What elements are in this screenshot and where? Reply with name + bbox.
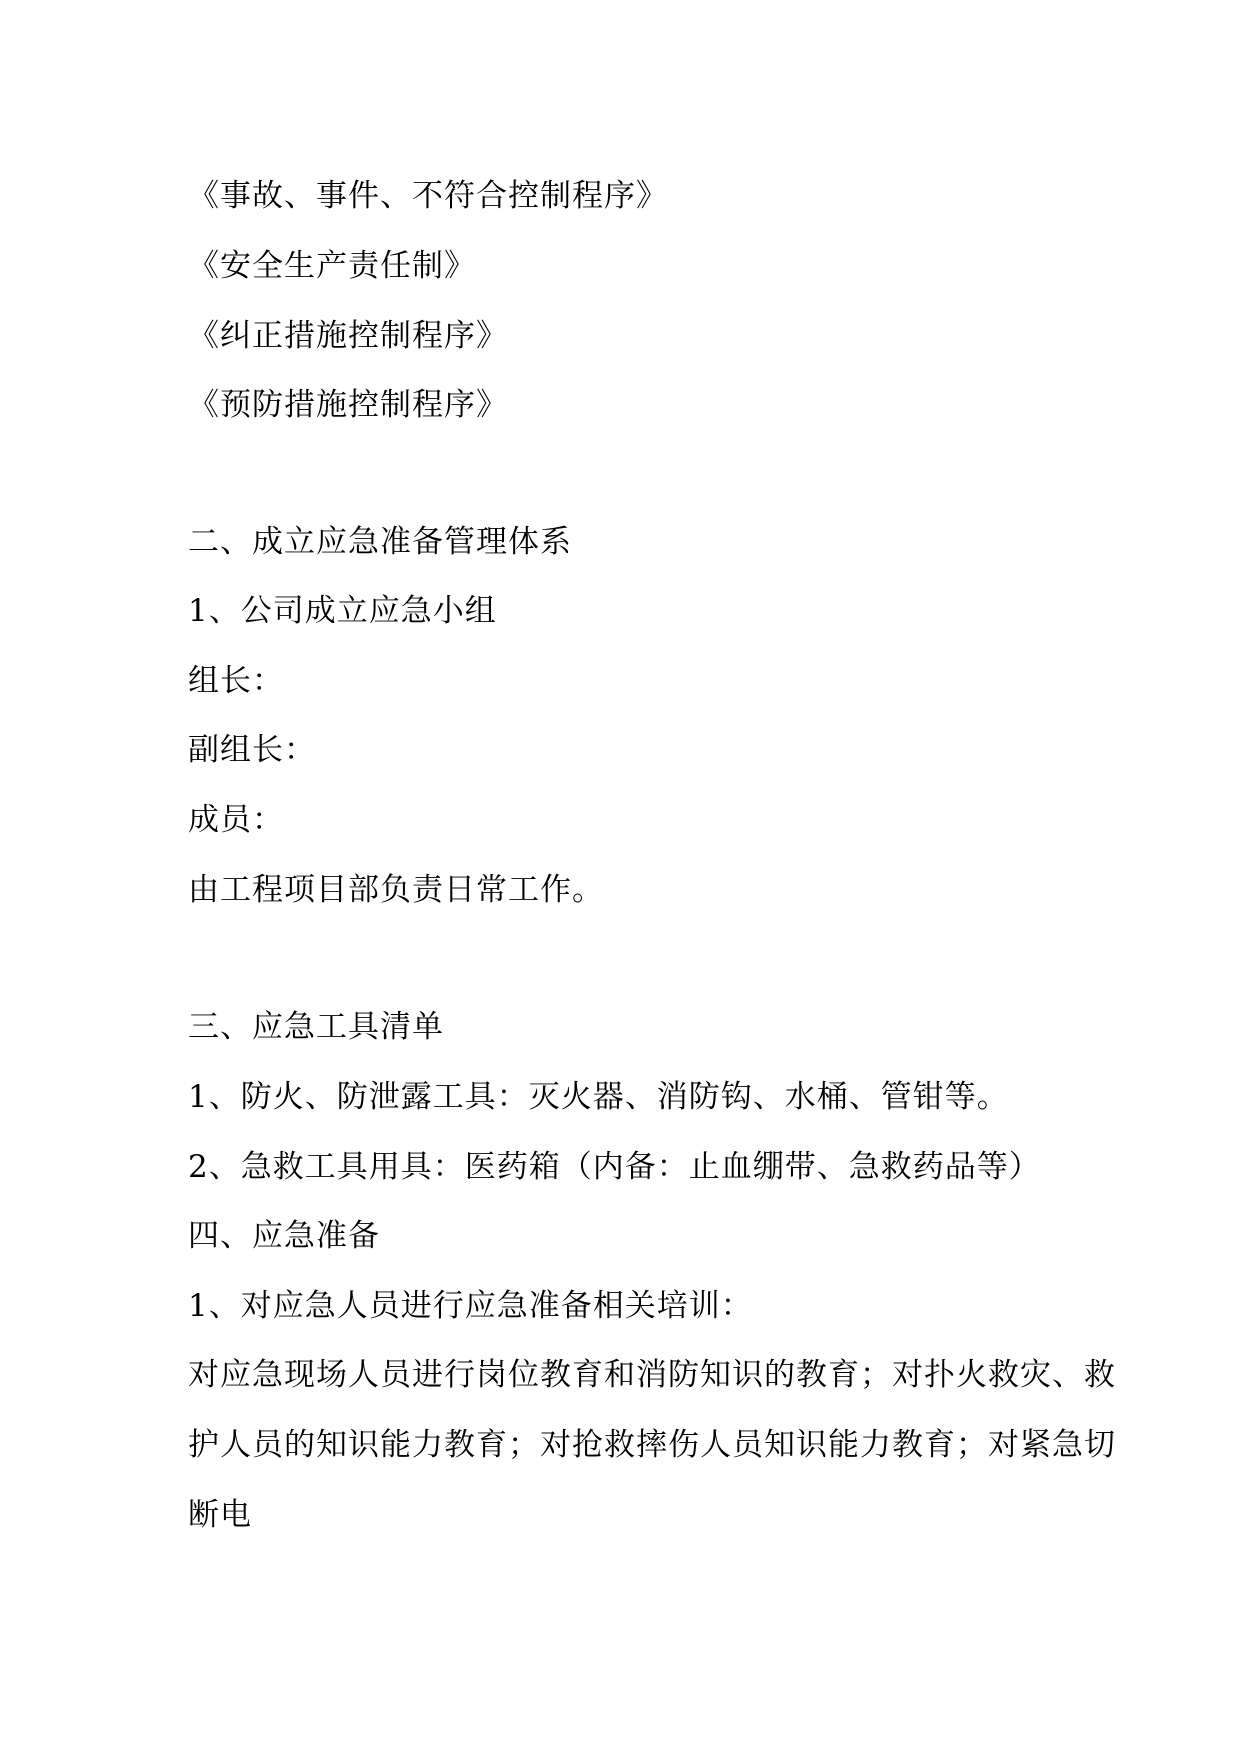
reference-safety-responsibility: 《安全生产责任制》: [188, 248, 476, 284]
leader-label: 组长：: [188, 663, 284, 699]
section-3-heading: 三、应急工具清单: [188, 1009, 444, 1045]
members-label: 成员：: [188, 802, 284, 838]
reference-preventive-action: 《预防措施控制程序》: [188, 387, 508, 423]
section-2-heading: 二、成立应急准备管理体系: [188, 524, 572, 560]
paragraph-line-1: 对应急现场人员进行岗位教育和消防知识的教育；对扑火救灾、救: [188, 1357, 1116, 1393]
section-2-item-1: 1、公司成立应急小组: [188, 593, 497, 629]
paragraph-line-3: 断电: [188, 1497, 252, 1533]
paragraph-line-2: 护人员的知识能力教育；对抢救摔伤人员知识能力教育；对紧急切: [188, 1427, 1116, 1463]
daily-work-text: 由工程项目部负责日常工作。: [188, 872, 604, 908]
section-4-item-1: 1、对应急人员进行应急准备相关培训：: [188, 1288, 753, 1324]
deputy-leader-label: 副组长：: [188, 732, 316, 768]
reference-corrective-action: 《纠正措施控制程序》: [188, 318, 508, 354]
section-3-item-2: 2、急救工具用具：医药箱（内备：止血绷带、急救药品等）: [188, 1149, 1041, 1185]
section-4-heading: 四、应急准备: [188, 1218, 380, 1254]
section-3-item-1: 1、防火、防泄露工具：灭火器、消防钩、水桶、管钳等。: [188, 1079, 1009, 1115]
reference-accident-control: 《事故、事件、不符合控制程序》: [188, 178, 668, 214]
